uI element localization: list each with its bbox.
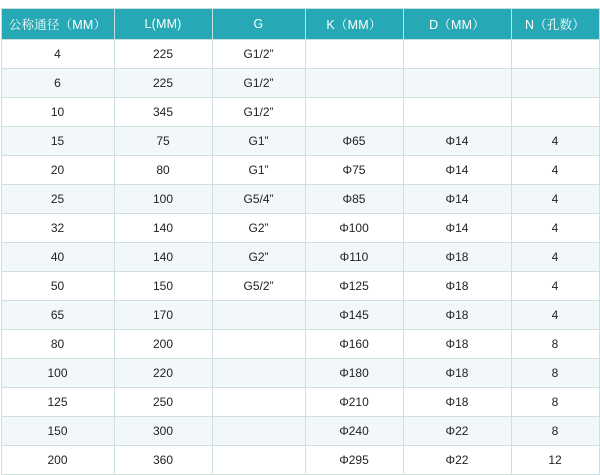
table-cell: 300 — [114, 417, 212, 446]
table-row — [1, 359, 599, 388]
table-cell: 80 — [114, 156, 212, 185]
table-cell: 360 — [114, 446, 212, 475]
table-cell: 50 — [1, 272, 114, 301]
table-cell: 140 — [114, 243, 212, 272]
table-cell: 25 — [1, 185, 114, 214]
table-cell: 8 — [511, 388, 599, 417]
table-cell: 4 — [511, 127, 599, 156]
table-cell — [511, 69, 599, 98]
table-cell: 140 — [114, 214, 212, 243]
table-cell — [212, 301, 305, 330]
table-cell: 4 — [511, 272, 599, 301]
table-row — [1, 243, 599, 272]
table-cell — [212, 388, 305, 417]
table-cell: Φ125 — [305, 272, 403, 301]
table-row — [1, 446, 599, 475]
table-cell: 8 — [511, 330, 599, 359]
table-row — [1, 301, 599, 330]
table-cell: 125 — [1, 388, 114, 417]
table-cell — [212, 330, 305, 359]
column-header-g: G — [212, 9, 305, 40]
table-cell: 4 — [511, 301, 599, 330]
table-cell: Φ14 — [403, 127, 511, 156]
table-row — [1, 214, 599, 243]
table-cell: 200 — [1, 446, 114, 475]
table-row — [1, 98, 599, 127]
table-cell — [212, 446, 305, 475]
table-cell: Φ22 — [403, 417, 511, 446]
table-cell — [212, 417, 305, 446]
table-cell: 150 — [1, 417, 114, 446]
table-cell: 10 — [1, 98, 114, 127]
table-cell: Φ65 — [305, 127, 403, 156]
table-cell — [305, 69, 403, 98]
table-cell — [305, 98, 403, 127]
table-cell: 15 — [1, 127, 114, 156]
table-cell: 20 — [1, 156, 114, 185]
table-cell — [403, 98, 511, 127]
table-cell: Φ210 — [305, 388, 403, 417]
table-body — [1, 40, 599, 475]
table-cell: Φ100 — [305, 214, 403, 243]
column-header-k: K（MM） — [305, 9, 403, 40]
table-cell: G5/2” — [212, 272, 305, 301]
table-cell: 150 — [114, 272, 212, 301]
table-row — [1, 127, 599, 156]
table-cell: 4 — [511, 185, 599, 214]
table-cell: Φ295 — [305, 446, 403, 475]
table-cell: 225 — [114, 69, 212, 98]
table-cell: 12 — [511, 446, 599, 475]
table-cell: Φ18 — [403, 243, 511, 272]
table-cell: Φ160 — [305, 330, 403, 359]
table-cell: G1/2” — [212, 98, 305, 127]
column-header-nominal-diameter: 公称通径（MM） — [1, 9, 114, 40]
table-header-row — [1, 9, 599, 40]
table-cell: Φ18 — [403, 330, 511, 359]
table-cell: Φ85 — [305, 185, 403, 214]
table-cell: 8 — [511, 417, 599, 446]
table-cell: Φ18 — [403, 359, 511, 388]
table-cell: 100 — [114, 185, 212, 214]
table-cell: 220 — [114, 359, 212, 388]
table-cell: Φ14 — [403, 214, 511, 243]
table-cell: 200 — [114, 330, 212, 359]
table-row — [1, 330, 599, 359]
table-cell: Φ14 — [403, 185, 511, 214]
table-cell — [305, 40, 403, 69]
table-row — [1, 40, 599, 69]
table-cell — [212, 359, 305, 388]
table-row — [1, 417, 599, 446]
table-cell: 4 — [511, 214, 599, 243]
table-cell: 250 — [114, 388, 212, 417]
table-cell: Φ145 — [305, 301, 403, 330]
table-cell: 4 — [511, 156, 599, 185]
table-cell: 4 — [1, 40, 114, 69]
table-cell: G1” — [212, 127, 305, 156]
column-header-n: N（孔数） — [511, 9, 599, 40]
table-cell: 6 — [1, 69, 114, 98]
table-cell: 8 — [511, 359, 599, 388]
table-cell: 345 — [114, 98, 212, 127]
table-cell: 170 — [114, 301, 212, 330]
table-cell: Φ18 — [403, 272, 511, 301]
table-cell: Φ75 — [305, 156, 403, 185]
table-cell: Φ18 — [403, 388, 511, 417]
table-row — [1, 272, 599, 301]
table-cell: 4 — [511, 243, 599, 272]
column-header-l: L(MM) — [114, 9, 212, 40]
specification-table — [1, 8, 600, 475]
table-cell: G2” — [212, 243, 305, 272]
table-cell: G5/4” — [212, 185, 305, 214]
table-row — [1, 185, 599, 214]
column-header-d: D（MM） — [403, 9, 511, 40]
table-cell — [511, 98, 599, 127]
table-cell: Φ110 — [305, 243, 403, 272]
table-cell: 100 — [1, 359, 114, 388]
table-cell: Φ180 — [305, 359, 403, 388]
table-cell: G1/2” — [212, 40, 305, 69]
table-row — [1, 388, 599, 417]
table-cell: G1” — [212, 156, 305, 185]
table-cell — [511, 40, 599, 69]
table-header — [1, 9, 599, 40]
table-cell: G1/2” — [212, 69, 305, 98]
table-cell: Φ14 — [403, 156, 511, 185]
table-cell — [403, 69, 511, 98]
table-cell: 80 — [1, 330, 114, 359]
table-cell: 32 — [1, 214, 114, 243]
table-cell: G2” — [212, 214, 305, 243]
table-cell: 65 — [1, 301, 114, 330]
table-cell: Φ22 — [403, 446, 511, 475]
table-cell: Φ18 — [403, 301, 511, 330]
table-row — [1, 156, 599, 185]
table-row — [1, 69, 599, 98]
table-cell: Φ240 — [305, 417, 403, 446]
table-cell: 40 — [1, 243, 114, 272]
table-cell: 225 — [114, 40, 212, 69]
table-cell — [403, 40, 511, 69]
table-cell: 75 — [114, 127, 212, 156]
